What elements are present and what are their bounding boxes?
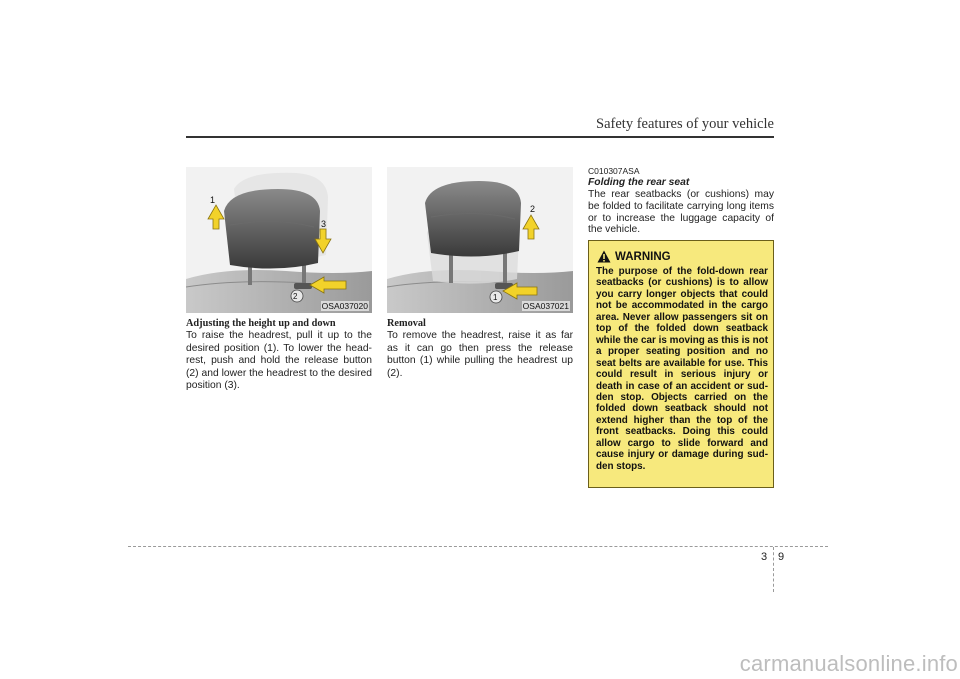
figure-code: OSA037020 xyxy=(321,301,368,311)
section-body: The rear seatbacks (or cushions) may be folded to facilitate carrying long items or to increase the luggage capacity of the vehicle. xyxy=(588,189,774,236)
warning-box xyxy=(588,240,774,488)
label-1: 1 xyxy=(493,293,498,302)
page-header-title: Safety features of your vehicle xyxy=(596,116,774,132)
footer-rule xyxy=(128,546,828,547)
column-body: To remove the headrest, raise it as far as it can go then press the release button (1) while pulling the headrest up (2). xyxy=(387,330,573,379)
page-number: 9 xyxy=(778,551,785,563)
column-adjusting xyxy=(186,318,372,392)
column-body: To raise the headrest, pull it up to the desired position (1). To lower the head-rest, push and hold the release button (2) and lower the headrest to the desired position (3). xyxy=(186,330,372,392)
page-chapter: 3 xyxy=(761,551,768,563)
figure-code: OSA037021 xyxy=(522,301,569,311)
figure-headrest-removal xyxy=(387,167,573,313)
warning-title: WARNING xyxy=(615,251,671,263)
footer-divider xyxy=(773,547,774,592)
label-3: 3 xyxy=(321,219,327,229)
section-heading: Folding the rear seat xyxy=(588,177,690,188)
headrest-adjust-illustration xyxy=(186,167,372,313)
warning-text: The purpose of the fold-down rear seatbacks (or cushions) is to allow you carry longer objects that could not be accommodated in the cargo area. Never allow passengers sit on top of the folded down seatback while the car is moving as this is not a proper seating position and no seat belts are available for use. This could result in serious injury or death in case of an accident or sud-den stop. Objects carried on the folded down seatback should not extend higher than the top of the front seatbacks. Doing this could allow cargo to slide forward and cause injury or damage during sud-den stops. xyxy=(596,266,768,472)
label-2: 2 xyxy=(530,204,536,214)
label-2: 2 xyxy=(293,292,298,301)
headrest-removal-illustration xyxy=(387,167,573,313)
label-1: 1 xyxy=(210,195,216,205)
column-removal xyxy=(387,318,573,380)
column-heading: Removal xyxy=(387,318,426,329)
section-code: C010307ASA xyxy=(588,166,640,176)
warning-triangle-icon xyxy=(597,250,611,263)
header-rule xyxy=(186,136,774,138)
column-heading: Adjusting the height up and down xyxy=(186,318,336,329)
figure-headrest-adjust xyxy=(186,167,372,313)
watermark: carmanualsonline.info xyxy=(739,651,958,676)
